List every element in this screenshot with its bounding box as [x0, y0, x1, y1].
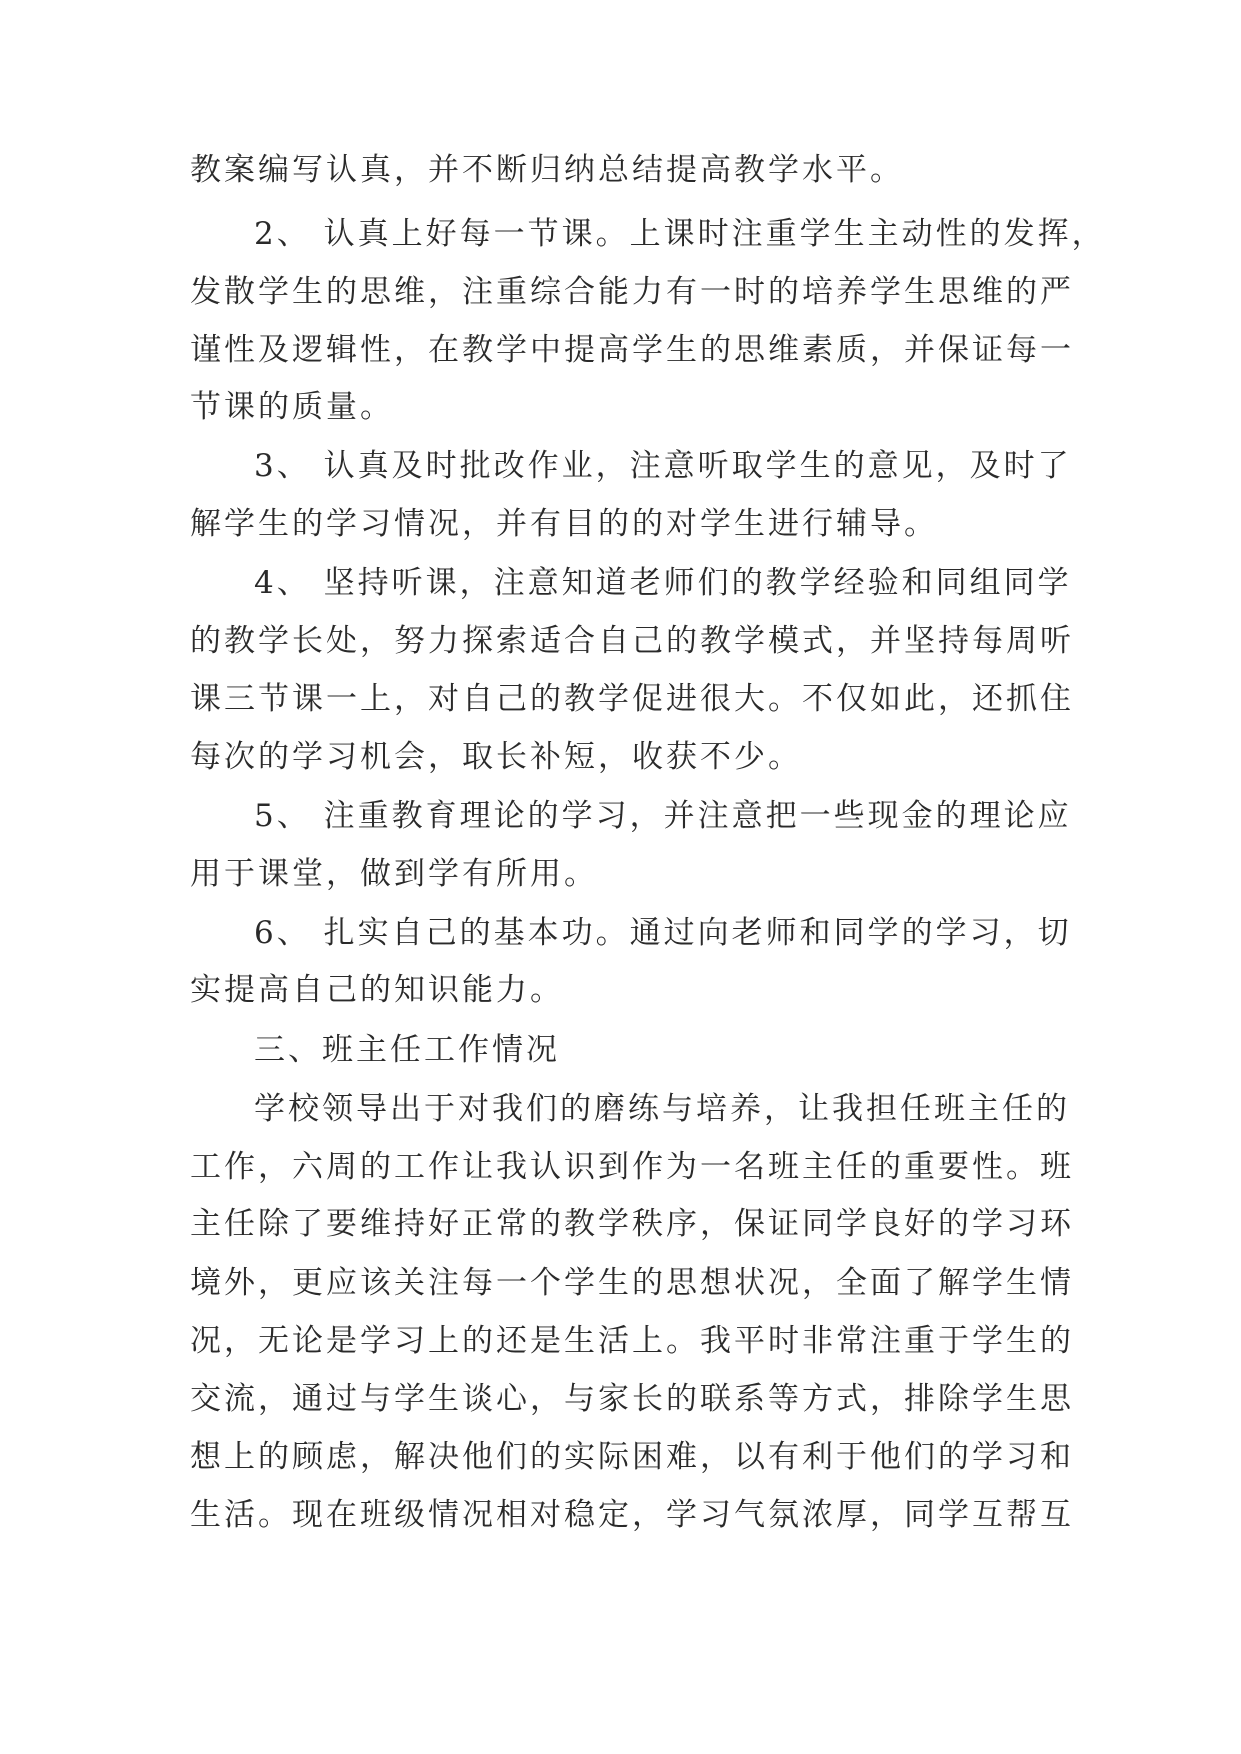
text-line: 交流，通过与学生谈心，与家长的联系等方式，排除学生思 [190, 1381, 1074, 1417]
text-line: 解学生的学习情况，并有目的的对学生进行辅导。 [190, 506, 938, 542]
text-line: 生活。现在班级情况相对稳定，学习气氛浓厚，同学互帮互 [190, 1497, 1074, 1533]
text-line: 的教学长处，努力探索适合自己的教学模式，并坚持每周听 [190, 623, 1074, 659]
text-line: 节课的质量。 [190, 389, 394, 425]
text-line: 4、 坚持听课，注意知道老师们的教学经验和同组同学 [254, 565, 1072, 601]
text-line: 谨性及逻辑性，在教学中提高学生的思维素质，并保证每一 [190, 332, 1074, 368]
text-line: 6、 扎实自己的基本功。通过向老师和同学的学习，切 [254, 915, 1072, 951]
text-line: 发散学生的思维，注重综合能力有一时的培养学生思维的严 [190, 274, 1074, 310]
text-line: 学校领导出于对我们的磨练与培养，让我担任班主任的 [254, 1091, 1070, 1127]
text-line: 5、 注重教育理论的学习，并注意把一些现金的理论应 [254, 798, 1072, 834]
text-line: 教案编写认真，并不断归纳总结提高教学水平。 [190, 152, 904, 188]
text-line: 境外，更应该关注每一个学生的思想状况，全面了解学生情 [190, 1265, 1074, 1301]
text-line: 工作，六周的工作让我认识到作为一名班主任的重要性。班 [190, 1149, 1074, 1185]
text-line: 3、 认真及时批改作业，注意听取学生的意见，及时了 [254, 448, 1072, 484]
text-line: 主任除了要维持好正常的教学秩序，保证同学良好的学习环 [190, 1206, 1074, 1242]
text-line: 用于课堂，做到学有所用。 [190, 856, 598, 892]
text-line: 三、班主任工作情况 [254, 1032, 560, 1068]
text-line: 课三节课一上，对自己的教学促进很大。不仅如此，还抓住 [190, 681, 1074, 717]
text-line: 实提高自己的知识能力。 [190, 972, 564, 1008]
text-line: 想上的顾虑，解决他们的实际困难，以有利于他们的学习和 [190, 1439, 1074, 1475]
text-line: 2、 认真上好每一节课。上课时注重学生主动性的发挥， [254, 216, 1106, 252]
text-line: 每次的学习机会，取长补短，收获不少。 [190, 739, 802, 775]
text-line: 况，无论是学习上的还是生活上。我平时非常注重于学生的 [190, 1323, 1074, 1359]
